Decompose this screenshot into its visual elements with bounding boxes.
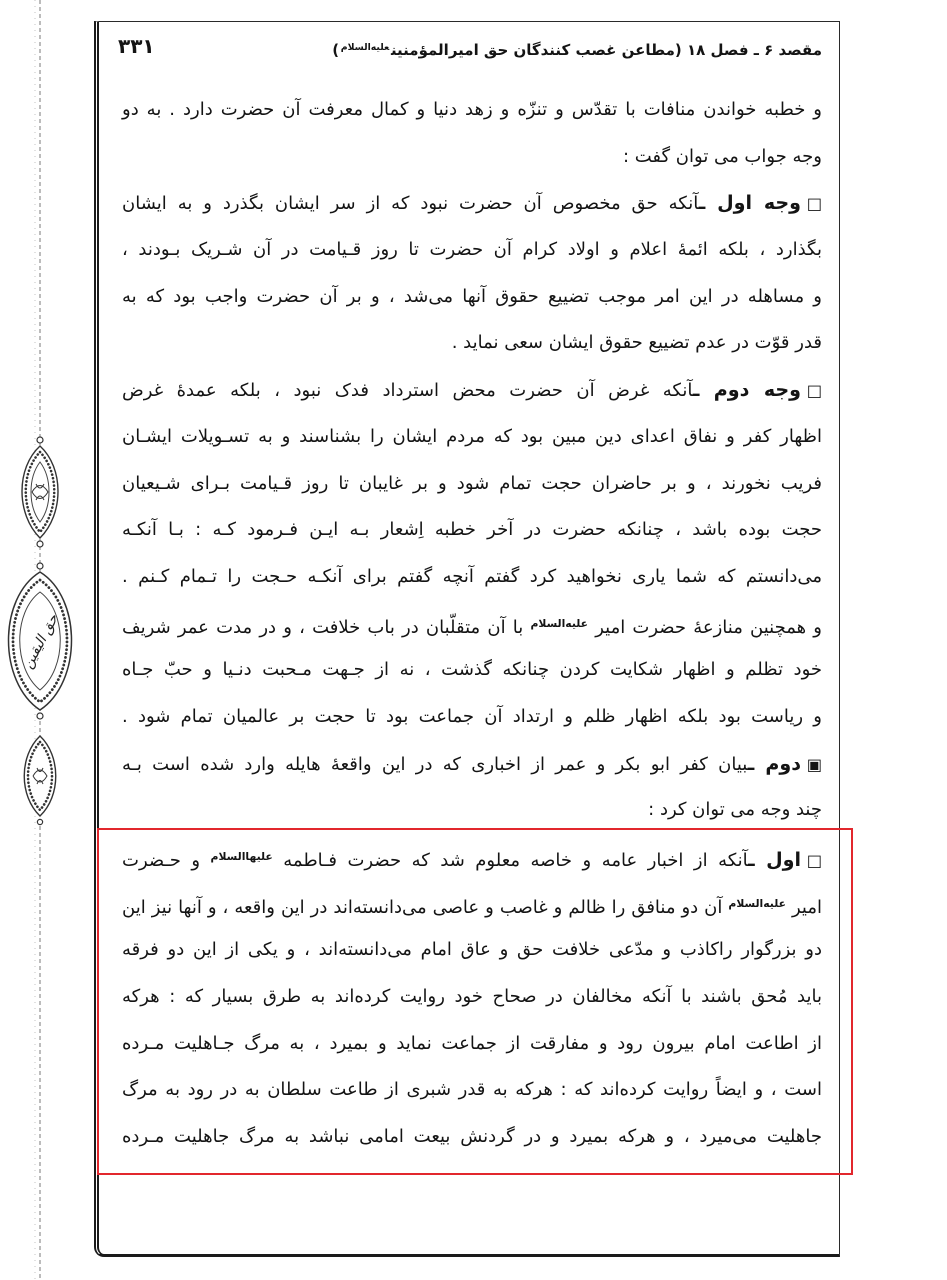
honorific-ligature: علیه‌السلام	[728, 896, 786, 910]
honorific-ligature: علیها‌السلام	[210, 850, 273, 863]
red-highlight-box	[97, 828, 853, 1175]
line-text: جاهلیت می‌میرد ، و هرکه بمیرد و در گردنش بیعت امامی نباشد به مرگ جاهلیت مـرده	[122, 1126, 822, 1148]
text-line	[120, 461, 822, 508]
line-text: است ، و ایضاً روایت کرده‌اند که : هرکه به قدر شبری از طاعت سلطان به در رود به مرگ	[122, 1079, 822, 1101]
text-line-content	[623, 134, 822, 181]
text-line	[120, 320, 822, 367]
text-line-content	[122, 414, 822, 461]
text-line	[120, 741, 822, 788]
text-line-content	[122, 647, 822, 694]
text-line-content	[122, 180, 822, 228]
margin-ornament-bottom	[24, 736, 56, 825]
section-label: دوم ـ	[747, 752, 802, 775]
text-line	[120, 787, 822, 834]
section-marker: □	[806, 850, 822, 870]
line-text: چند وجه می توان کرد :	[648, 799, 822, 821]
text-line	[120, 647, 822, 694]
running-header-close: )	[332, 41, 340, 60]
ornament-knob	[37, 541, 43, 547]
text-line-content	[452, 320, 822, 367]
text-line-content	[122, 461, 822, 508]
line-text: و ریاست بود بلکه اظهار ظلم و ارتداد آن جماعت بود تا حجت بر عالمیان تمام شود .	[122, 705, 822, 727]
line-text: آن دو منافق را ظالم و غاصب و عاصی می‌دانسته‌اند در این واقعه ، و آنها نیز این	[122, 896, 729, 918]
section-label: وجه اول ـ	[698, 192, 802, 215]
line-text: باید مُحق باشند با آنکه مخالفان در صحاح خود روایت کرده‌اند به طرق بسیار که : هرکه	[122, 986, 822, 1008]
text-line	[120, 507, 822, 554]
ornament-knob	[37, 713, 43, 719]
honorific-ligature: علیه‌السلام	[340, 42, 390, 53]
line-text: آنکه حق مخصوص آن حضرت نبود که از سر ایشان بگذرد و به ایشان	[122, 193, 699, 215]
text-line-content	[122, 741, 822, 789]
text-line-content	[122, 274, 822, 321]
section-marker: □	[806, 381, 822, 401]
line-text: و همچنین منازعهٔ حضرت امیر	[588, 616, 822, 638]
line-text: از اطاعت امام بیرون رود و مفارقت از جماعت نماید و بمیرد ، به مرگ جـاهلیت مـرده	[122, 1032, 822, 1054]
text-line-content	[122, 694, 822, 741]
text-line	[120, 601, 822, 648]
text-line-content	[122, 87, 822, 134]
margin-ornament-center	[9, 563, 72, 719]
text-line	[120, 134, 822, 181]
margin-ornament-top	[22, 437, 58, 547]
honorific-ligature: علیه‌السلام	[530, 616, 589, 630]
text-line	[120, 414, 822, 461]
text-line-content	[122, 601, 822, 652]
section-label: اول ـ	[748, 848, 802, 871]
ornament-knob	[37, 819, 42, 824]
text-line-content	[122, 367, 822, 415]
line-text: بگذارد ، بلکه ائمهٔ اعلام و اولاد کرام آن حضرت تا روز قـیامت در آن شـریک بـودند ،	[122, 239, 822, 261]
text-line	[120, 227, 822, 274]
text-line	[120, 554, 822, 601]
margin-ornament-strip	[0, 0, 90, 1280]
text-line-content	[648, 787, 822, 834]
ornament-calligraphy: حق الیقین	[19, 611, 62, 672]
line-text: آنکه غرض آن حضرت محض استرداد فدک نبود ، بلکه عمدهٔ غرض	[122, 380, 693, 402]
ornament-knob	[37, 563, 43, 569]
line-text: با آن متقلّبان در باب خلافت ، و در مدت عمر شریف	[122, 616, 531, 638]
text-line	[120, 180, 822, 227]
ornament-outline	[22, 446, 58, 538]
line-text: بیان کفر ابو بکر و عمر از اخباری که در این واقعهٔ هایله وارد شده است بـه	[121, 753, 748, 775]
line-text: وجه جواب می توان گفت :	[622, 145, 822, 167]
line-text: خود تظلم و اظهار شکایت کردن چنانکه گذشت ، نه از جـهت مـحبت دنـیا و حبّ جـاه	[122, 659, 822, 681]
line-text: فریب نخورند ، و بر حاضران حجت تمام شود و بر غایبان تا روز قـیامت بـرای شـیعیان	[122, 472, 822, 494]
text-line	[120, 367, 822, 414]
line-text: و حـضرت	[122, 849, 211, 871]
line-text: و خطبه خواندن منافات با تقدّس و تنزّه و زهد دنیا و کمال معرفت آن حضرت دارد . به دو	[122, 99, 822, 120]
ornament-knob	[37, 437, 43, 443]
line-text: اظهار کفر و نفاق اعدای دین مبین بود که مردم ایشان را بشناسند و به تسـویلات ایشـان	[122, 425, 822, 447]
text-line-content	[122, 554, 822, 601]
line-text: آنکه از اخبار عامه و خاصه معلوم شد که حضرت فـاطمه	[272, 849, 749, 871]
text-line-content	[122, 507, 822, 554]
line-text: و مساهله در این امر موجب تضییع حقوق آنها می‌شد ، و بر آن حضرت واجب بود که به	[122, 285, 822, 307]
text-line	[120, 87, 822, 134]
line-text: می‌دانستم که شما یاری نخواهید کرد گفتم آنچه گفتم برای آنکـه حـجت را تـمام کـنم .	[122, 565, 822, 587]
text-line	[120, 694, 822, 741]
running-header	[332, 37, 822, 61]
line-text: دو بزرگوار راکاذب و مدّعی خلافت حق و عاق امام می‌دانسته‌اند ، و یکی از این دو فرقه	[122, 939, 822, 961]
page-number: ۳۳۱	[118, 34, 155, 58]
line-text: حجت بوده باشد ، چنانکه حضرت در آخر خطبه اِشعار بـه ایـن فـرمود کـه : بـا آنکـه	[122, 519, 822, 541]
section-label: وجه دوم ـ	[692, 379, 802, 402]
line-text: امیر	[786, 896, 822, 918]
section-marker: □	[806, 194, 822, 214]
section-marker: ▣	[806, 754, 822, 774]
text-line-content	[122, 227, 822, 274]
running-header-title: مقصد ۶ ـ فصل ۱۸ (مطاعن غصب کنندگان حق امیرالمؤمنین	[390, 41, 822, 60]
text-line	[120, 274, 822, 321]
line-text: قدر قوّت در عدم تضییع حقوق ایشان سعی نماید .	[451, 332, 822, 354]
